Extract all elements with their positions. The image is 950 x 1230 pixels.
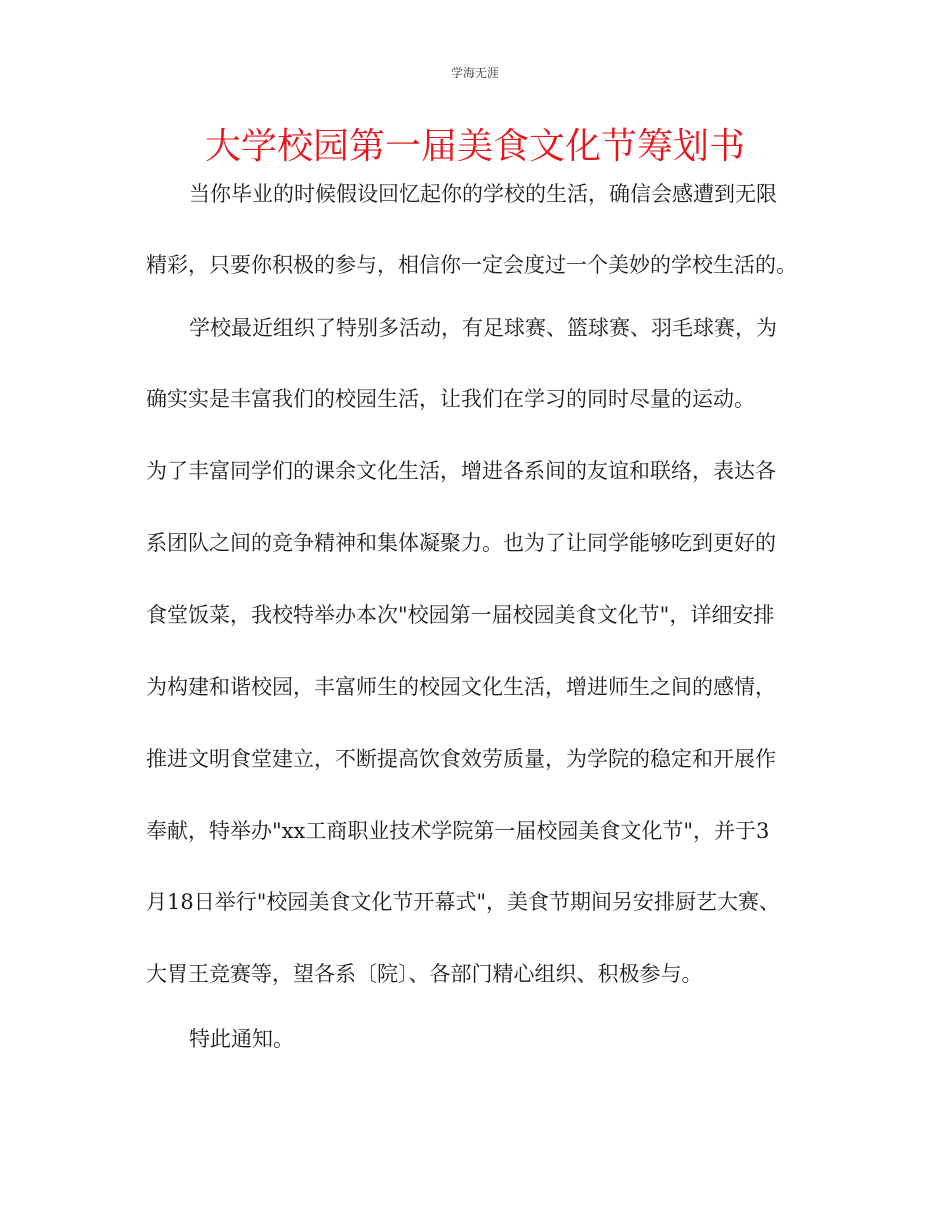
- paragraph-line: 为构建和谐校园，丰富师生的校园文化生活，增进师生之间的感情，: [146, 675, 776, 699]
- paragraph-line: 确实实是丰富我们的校园生活，让我们在学习的同时尽量的运动。: [146, 387, 755, 411]
- paragraph-line: 为了丰富同学们的课余文化生活，增进各系间的友谊和联络，表达各: [146, 459, 776, 483]
- paragraph-line: 月18日举行"校园美食文化节开幕式"，美食节期间另安排厨艺大赛、: [146, 890, 781, 914]
- document-title: 大学校园第一届美食文化节筹划书: [204, 126, 745, 167]
- page-header-label: 学海无涯: [450, 66, 499, 80]
- paragraph-line: 食堂饭菜，我校特举办本次"校园第一届校园美食文化节"，详细安排: [146, 603, 775, 627]
- paragraph-line: 推进文明食堂建立，不断提高饮食效劳质量，为学院的稳定和开展作: [146, 747, 776, 771]
- paragraph-line: 当你毕业的时候假设回忆起你的学校的生活，确信会感遭到无限: [189, 182, 777, 206]
- paragraph-line: 特此通知。: [189, 1027, 294, 1051]
- paragraph-line: 学校最近组织了特别多活动，有足球赛、篮球赛、羽毛球赛，为: [189, 316, 777, 340]
- paragraph-line: 奉献，特举办"xx工商职业技术学院第一届校园美食文化节"，并于3: [146, 819, 770, 843]
- paragraph-line: 精彩，只要你积极的参与，相信你一定会度过一个美妙的学校生活的。: [146, 253, 797, 277]
- paragraph-line: 系团队之间的竞争精神和集体凝聚力。也为了让同学能够吃到更好的: [146, 531, 776, 555]
- paragraph-line: 大胃王竞赛等，望各系〔院〕、各部门精心组织、积极参与。: [146, 962, 703, 986]
